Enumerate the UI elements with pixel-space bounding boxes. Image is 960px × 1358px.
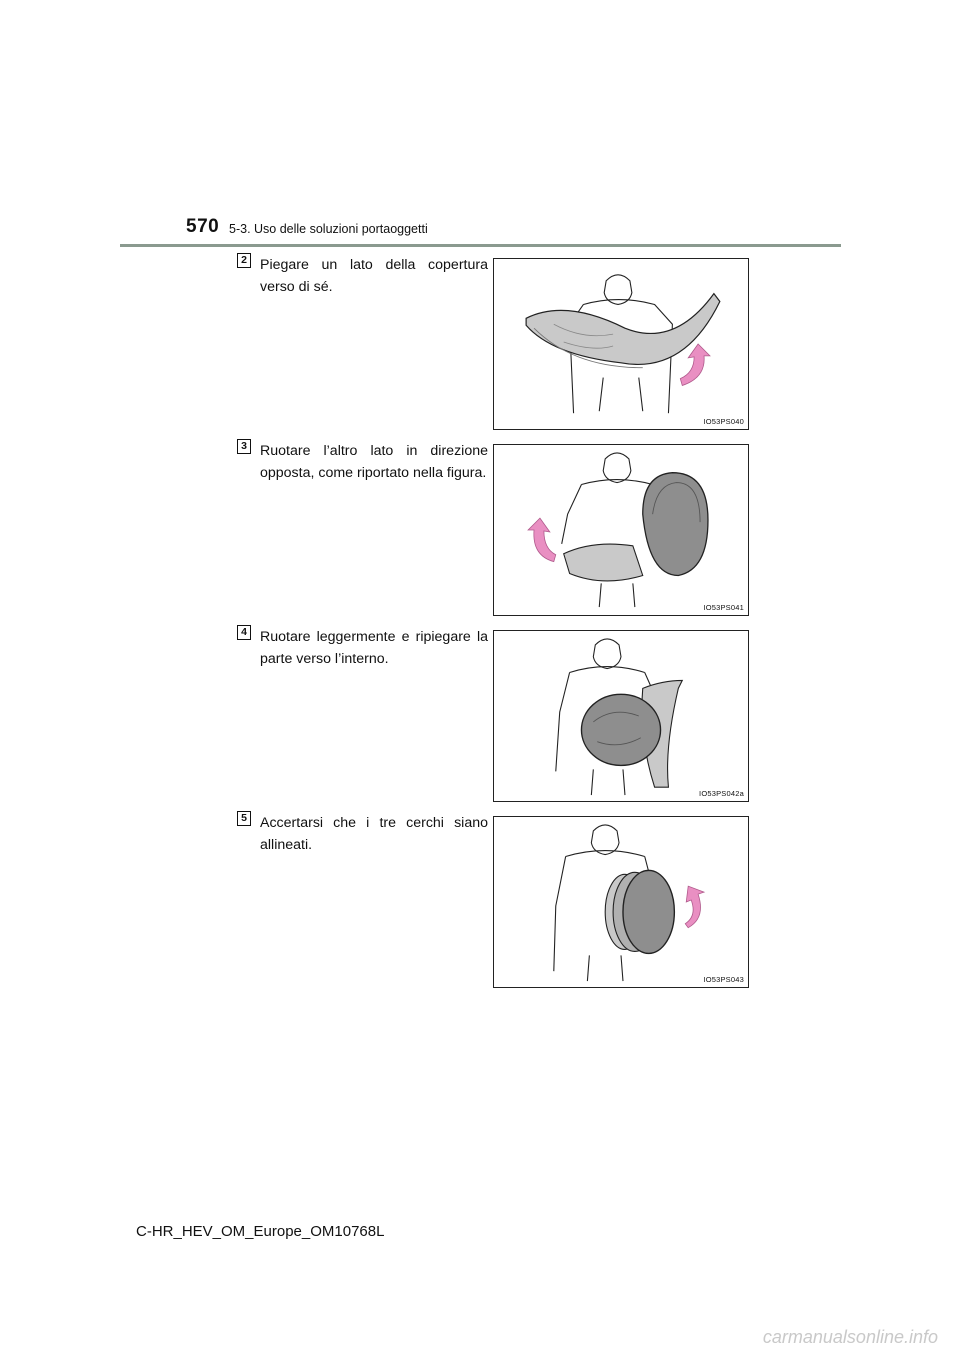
illustration-person-folding-cover [494,259,748,429]
rotation-arrow-icon [680,344,710,386]
rotation-arrow-icon [528,518,556,561]
header-rule [120,244,841,247]
step-text: Accertarsi che i tre cerchi siano allineati. [260,815,488,853]
step-number: 2 [237,253,251,268]
illustration-person-aligning-circles [494,817,748,987]
figure-code: IO53PS041 [703,603,744,612]
figure-fold-one-side [493,258,749,430]
figure-code: IO53PS040 [703,417,744,426]
figure-align-circles [493,816,749,988]
figure-code: IO53PS042a [699,789,744,798]
document-code: C-HR_HEV_OM_Europe_OM10768L [136,1223,385,1240]
rotation-arrow-icon [685,886,704,928]
step-number: 5 [237,811,251,826]
section-title: 5-3. Uso delle soluzioni portaoggetti [229,222,428,236]
illustration-person-folding-inward [494,631,748,801]
step-text: Ruotare leggermente e ripiegare la parte verso l’interno. [260,629,488,667]
step-number: 3 [237,439,251,454]
figure-code: IO53PS043 [703,975,744,984]
step-text: Ruotare l’altro lato in direzione opposta, come riportato nella figura. [260,443,488,481]
figure-rotate-other-side [493,444,749,616]
figure-fold-inward [493,630,749,802]
step-text: Piegare un lato della copertura verso di sé. [260,257,488,295]
step-number: 4 [237,625,251,640]
page-number: 570 [186,216,220,237]
watermark: carmanualsonline.info [762,1327,938,1347]
illustration-person-rotating-cover [494,445,748,615]
